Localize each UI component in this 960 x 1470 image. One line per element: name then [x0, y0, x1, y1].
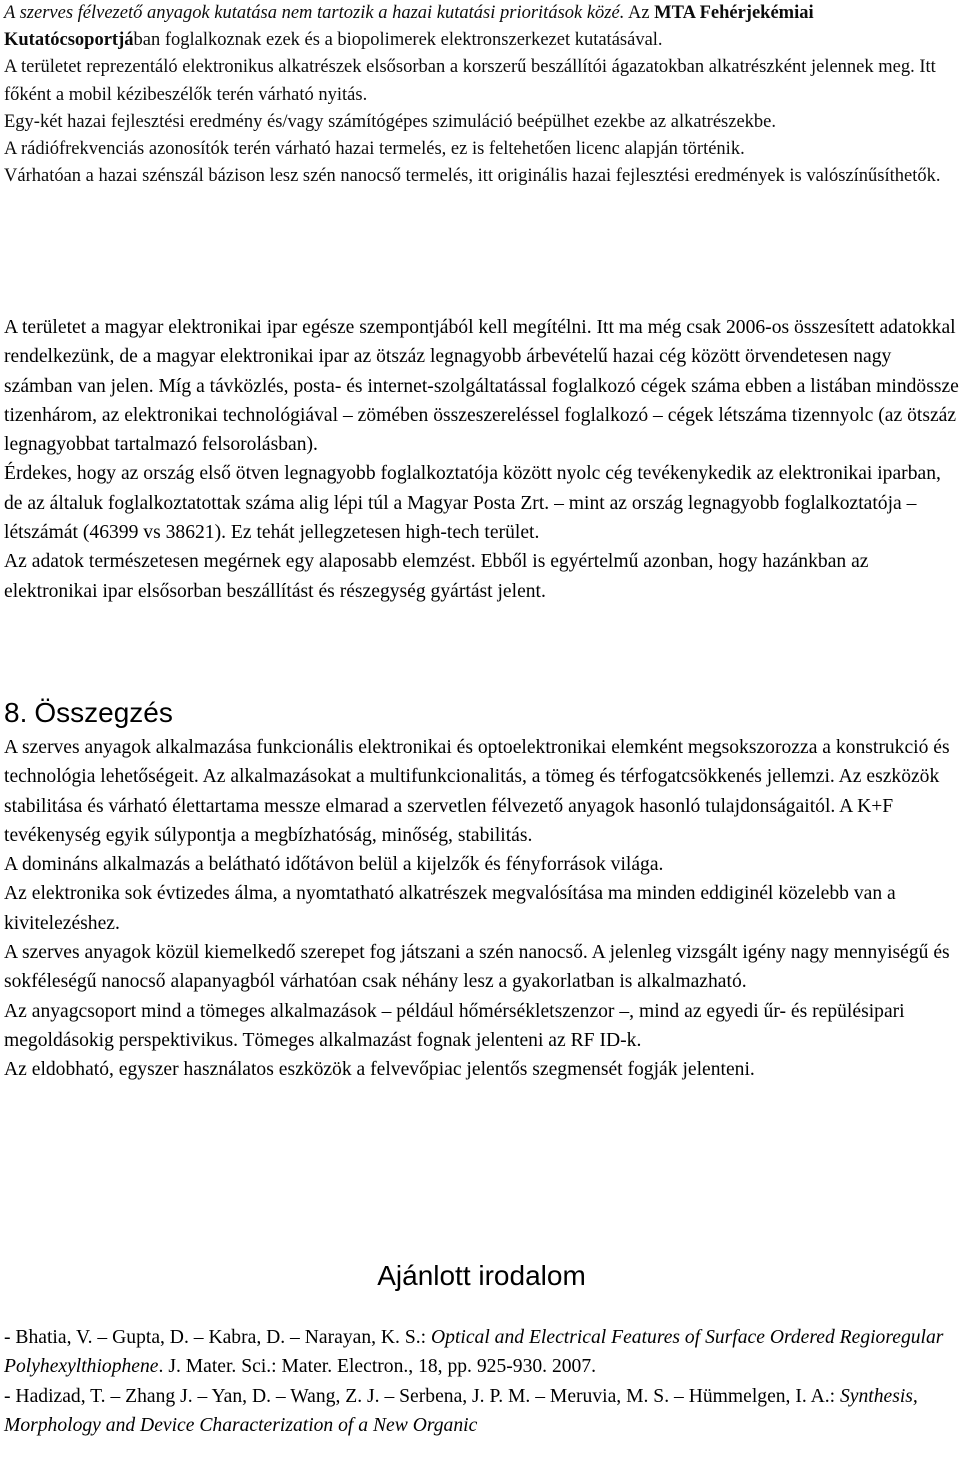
- body-paragraph-1: A területet a magyar elektronikai ipar egésze szempontjából kell megítélni. Itt ma még csak 2006-os összesített adatokkal rendelkezünk, de a magyar elektronikai ipar az ötszáz legnagyobb árbevételű hazai cég között örvendetesen nagy számban van jelen. Míg a távközlés, posta- és internet-szolgáltatással foglalkozó cégek száma ebben a listában mindössze tizenhárom, az elektronikai technológiával – zömében összeszereléssel foglalkozó – cégek létszáma tizennyolc (az ötszáz legnagyobbat tartalmazó felsorolásban).: [4, 317, 959, 456]
- section-title: Összegzés: [34, 697, 173, 728]
- intro-paragraph-5: Várhatóan a hazai szénszál bázison lesz szén nanocső termelés, itt originális hazai fejlesztési eredmények is valószínűsíthetők.: [4, 166, 941, 187]
- reference-title: Optical and Electrical Features of Surface Ordered Regioregular Polyhexylthiophene: [4, 1327, 944, 1378]
- intro-text: Az: [624, 3, 655, 23]
- intro-italic-text: A szerves félvezető anyagok kutatása nem tartozik a hazai kutatási prioritások közé.: [4, 3, 625, 23]
- intro-paragraph-1: [4, 0, 959, 54]
- body-paragraph-3: Az adatok természetesen megérnek egy alaposabb elemzést. Ebből is egyértelmű azonban, hogy hazánkban az elektronikai ipar elsősorban beszállítást és részegység gyártást jelent.: [4, 551, 869, 602]
- reference-source: . J. Mater. Sci.: Mater. Electron., 18, pp. 925-930. 2007.: [158, 1356, 597, 1378]
- references-heading: Ajánlott irodalom: [377, 1260, 586, 1291]
- industry-section: [4, 313, 959, 606]
- summary-paragraph-1: A szerves anyagok alkalmazása funkcionális elektronikai és optoelektronikai elemként megsokszorozza a konstrukció és technológia lehetőségeit. Az alkalmazásokat a multifunkcionalitás, a tömeg és térfogatcsökkenés jellemzi. Az eszközök stabilitása és várható élettartama messze elmarad a szervetlen félvezető anyagok hasonló tulajdonságaitól. A K+F tevékenység egyik súlypontja a megbízhatóság, minőség, stabilitás.: [4, 737, 950, 846]
- intro-paragraph-3: Egy-két hazai fejlesztési eredmény és/vagy számítógépes szimuláció beépülhet ezekbe az alkatrészekbe.: [4, 111, 777, 132]
- intro-section: [4, 0, 959, 190]
- reference-title: Synthesis, Morphology and Device Characterization of a New Organic: [4, 1385, 918, 1436]
- section-number: 8.: [4, 697, 28, 728]
- summary-paragraph-3: Az elektronika sok évtizedes álma, a nyomtatható alkatrészek megvalósítása ma minden eddiginél közelebb van a kivitelezéshez.: [4, 883, 896, 934]
- summary-paragraph-4: A szerves anyagok közül kiemelkedő szerepet fog játszani a szén nanocső. A jelenleg vizsgált igény nagy mennyiségű és sokféleségű nanocső alapanyagból várhatóan csak néhány lesz a gyakorlatban is alkalmazható.: [4, 942, 950, 993]
- summary-paragraph-2: A domináns alkalmazás a belátható időtávon belül a kijelzők és fényforrások világa.: [4, 854, 664, 876]
- summary-section: [4, 733, 959, 1085]
- intro-paragraph-4: A rádiófrekvenciás azonosítók terén várható hazai termelés, ez is feltehetően licenc alapján történik.: [4, 139, 745, 160]
- intro-paragraph-2: A területet reprezentáló elektronikus alkatrészek elsősorban a korszerű beszállítói ágazatokban alkatrészként jelennek meg. Itt főként a mobil kézibeszélők terén várható nyitás.: [4, 57, 936, 105]
- reference-item: [4, 1323, 959, 1382]
- reference-authors: - Hadizad, T. – Zhang J. – Yan, D. – Wang, Z. J. – Serbena, J. P. M. – Meruvia, M. S. – Hümmelgen, I. A.:: [4, 1385, 840, 1407]
- reference-item: [4, 1382, 959, 1441]
- body-paragraph-2: Érdekes, hogy az ország első ötven legnagyobb foglalkoztatója között nyolc cég tevékenykedik az elektronikai iparban, de az általuk foglalkoztatottak száma alig lépi túl a Magyar Posta Zrt. – mint az ország legnagyobb foglalkoztatója – létszámát (46399 vs 38621). Ez tehát jellegzetesen high-tech terület.: [4, 463, 941, 544]
- institute-name: MTA Fehérjekémiai Kutatócsoportjá: [4, 3, 814, 51]
- intro-text: ban foglalkoznak ezek és a biopolimerek elektronszerkezet kutatásával.: [133, 30, 663, 51]
- section-heading: [4, 696, 173, 730]
- reference-authors: - Bhatia, V. – Gupta, D. – Kabra, D. – Narayan, K. S.:: [4, 1327, 431, 1348]
- summary-paragraph-5: Az anyagcsoport mind a tömeges alkalmazások – például hőmérsékletszenzor –, mind az egyedi űr- és repülésipari megoldásokig perspektivikus. Tömeges alkalmazást fognak jelenteni az RF ID-k.: [4, 1000, 905, 1051]
- references-list: [4, 1323, 959, 1440]
- summary-paragraph-6: Az eldobható, egyszer használatos eszközök a felvevőpiac jelentős szegmensét fogják jelenteni.: [4, 1059, 755, 1081]
